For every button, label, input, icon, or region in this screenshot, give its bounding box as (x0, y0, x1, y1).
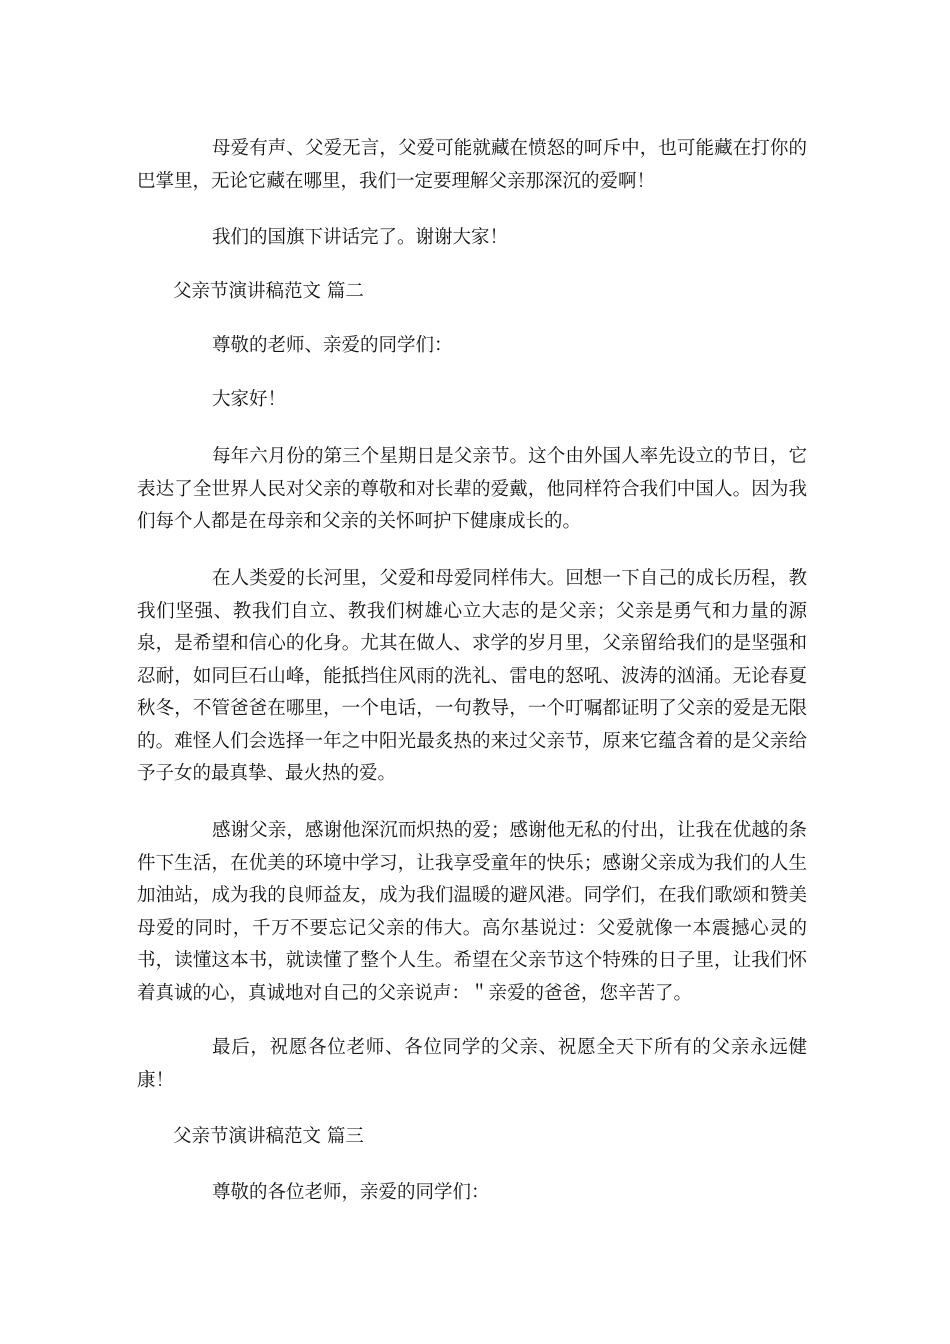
paragraph-greeting: 大家好！ (212, 389, 287, 410)
paragraph-gratitude: 感谢父亲，感谢他深沉而炽热的爱；感谢他无私的付出，让我在优越的条件下生活，在优美的环境中学习，让我享受童年的快乐；感谢父亲成为我们的人生加油站，成为我的良师益友，成为我们温暖的避风港。同学们，在我们歌颂和赞美母爱的同时，千万不要忘记父亲的伟大。高尔基说过：父爱就像一本震撼心灵的书，读懂这本书，就读懂了整个人生。希望在父亲节这个特殊的日子里，让我们怀着真诚的心，真诚地对自己的父亲说声：＂亲爱的爸爸，您辛苦了。 (137, 820, 807, 1004)
section-heading-3: 父亲节演讲稿范文 篇三 (173, 1126, 364, 1147)
paragraph-salutation: 尊敬的老师、亲爱的同学们： (212, 335, 453, 356)
paragraph-wishes: 最后，祝愿各位老师、各位同学的父亲、祝愿全天下所有的父亲永远健康！ (137, 1037, 807, 1091)
paragraph-salutation-3: 尊敬的各位老师，亲爱的同学们： (212, 1182, 490, 1203)
paragraph-fathers-day-intro: 每年六月份的第三个星期日是父亲节。这个由外国人率先设立的节日，它表达了全世界人民对父亲的尊敬和对长辈的爱戴，他同样符合我们中国人。因为我们每个人都是在母亲和父亲的关怀呵护下健康成长的。 (137, 446, 807, 532)
paragraph-closing-love: 母爱有声、父爱无言，父爱可能就藏在愤怒的呵斥中，也可能藏在打你的巴掌里，无论它藏在哪里，我们一定要理解父亲那深沉的爱啊！ (137, 138, 807, 192)
section-heading-2: 父亲节演讲稿范文 篇二 (173, 281, 364, 302)
paragraph-fathers-love: 在人类爱的长河里，父爱和母爱同样伟大。回想一下自己的成长历程，教我们坚强、教我们自立、教我们树雄心立大志的是父亲；父亲是勇气和力量的源泉，是希望和信心的化身。尤其在做人、求学的岁月里，父亲留给我们的是坚强和忍耐，如同巨石山峰，能抵挡住风雨的洗礼、雷电的怒吼、波涛的汹涌。无论春夏秋冬，不管爸爸在哪里，一个电话，一句教导，一个叮嘱都证明了父亲的爱是无限的。难怪人们会选择一年之中阳光最炙热的来过父亲节，原来它蕴含着的是父亲给予子女的最真挚、最火热的爱。 (137, 568, 807, 784)
paragraph-thanks: 我们的国旗下讲话完了。谢谢大家！ (212, 227, 509, 248)
